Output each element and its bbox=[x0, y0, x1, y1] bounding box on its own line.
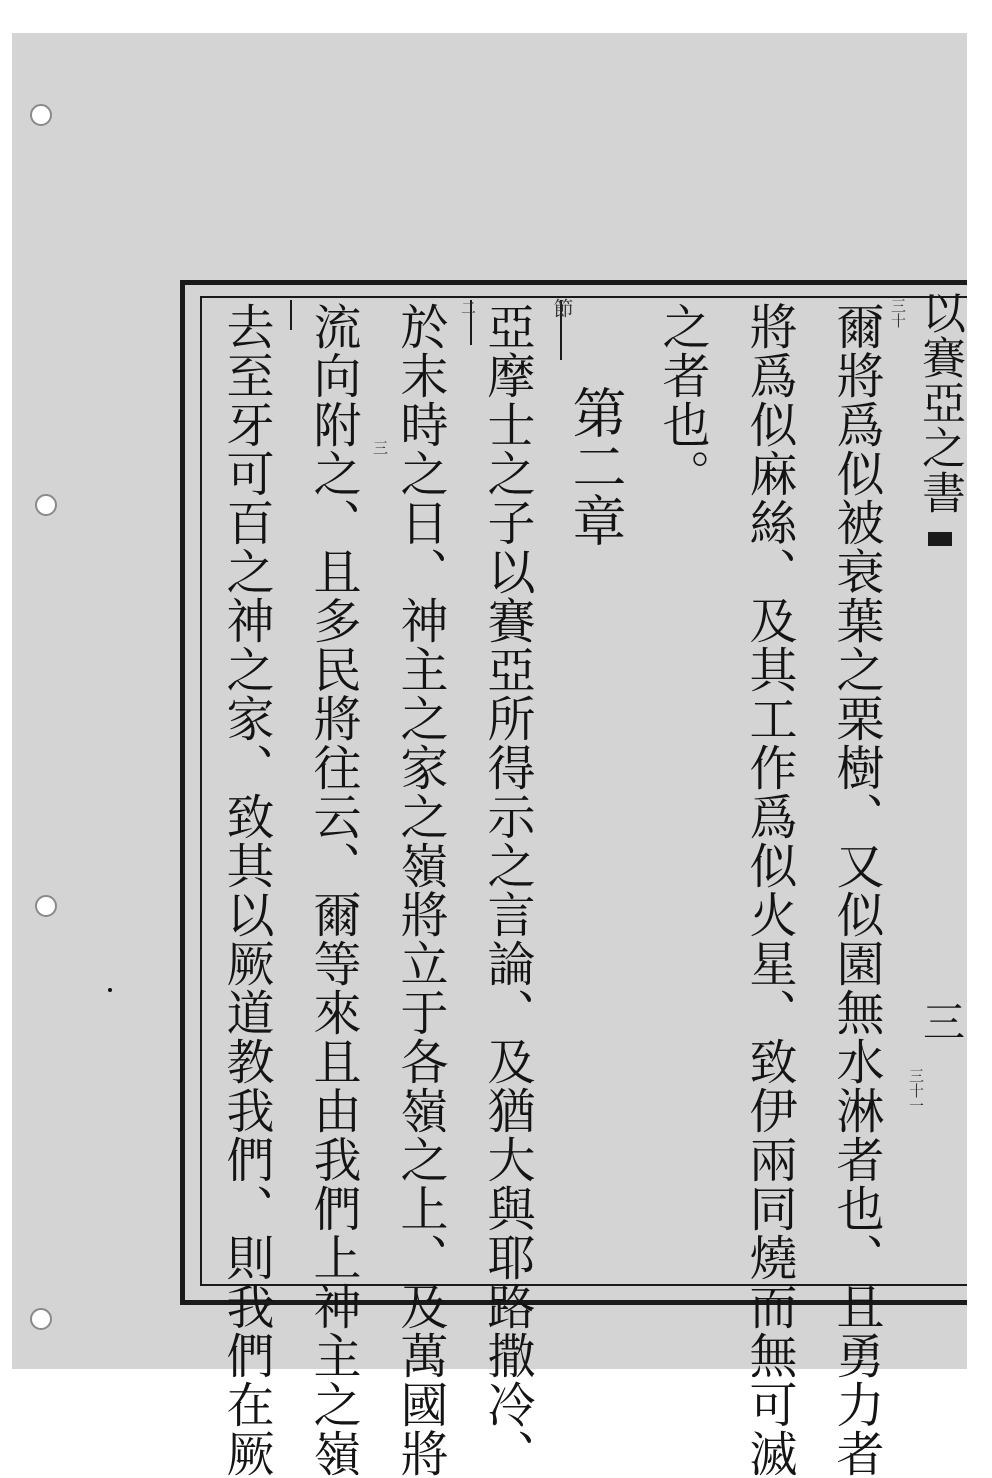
binder-hole-1 bbox=[30, 104, 52, 126]
verse-marker-3: 三 bbox=[371, 440, 389, 455]
binder-hole-3 bbox=[35, 895, 57, 917]
text-column-5: 於末時之日、神主之家之嶺將立于各嶺之上、及萬國將 bbox=[392, 302, 448, 1478]
verse-marker-30: 三十 bbox=[889, 298, 907, 328]
chapter-verse-marker: 節 bbox=[550, 298, 574, 318]
column-separator bbox=[290, 300, 292, 330]
text-column-6: 流向附之、且多民將往云、爾等來且由我們上神主之嶺 bbox=[305, 302, 361, 1478]
verse-marker-2: 二 bbox=[459, 300, 477, 315]
text-column-4: 亞摩士之子以賽亞所得示之言論、及猶大與耶路撒冷、 bbox=[479, 302, 535, 1478]
page-number: 三 bbox=[917, 1000, 966, 1043]
verse-marker-31: 三十一 bbox=[907, 1068, 925, 1113]
chapter-heading: 第二章 bbox=[564, 385, 627, 547]
text-column-1: 爾將爲似被衰葉之栗樹、又似園無水淋者也、且勇力者 bbox=[828, 302, 884, 1478]
text-column-2: 將爲似麻絲、及其工作爲似火星、致伊兩同燒而無可滅 bbox=[741, 302, 797, 1478]
binder-hole-4 bbox=[30, 1308, 52, 1330]
text-column-7: 去至牙可百之神之家、致其以厥道教我們、則我們在厥 bbox=[218, 302, 274, 1478]
binder-hole-2 bbox=[35, 494, 57, 516]
text-column-3: 之者也。 bbox=[654, 302, 710, 498]
title-mark bbox=[928, 532, 952, 546]
running-title: 以賽亞之書 bbox=[914, 290, 965, 515]
ink-speck bbox=[108, 988, 112, 992]
